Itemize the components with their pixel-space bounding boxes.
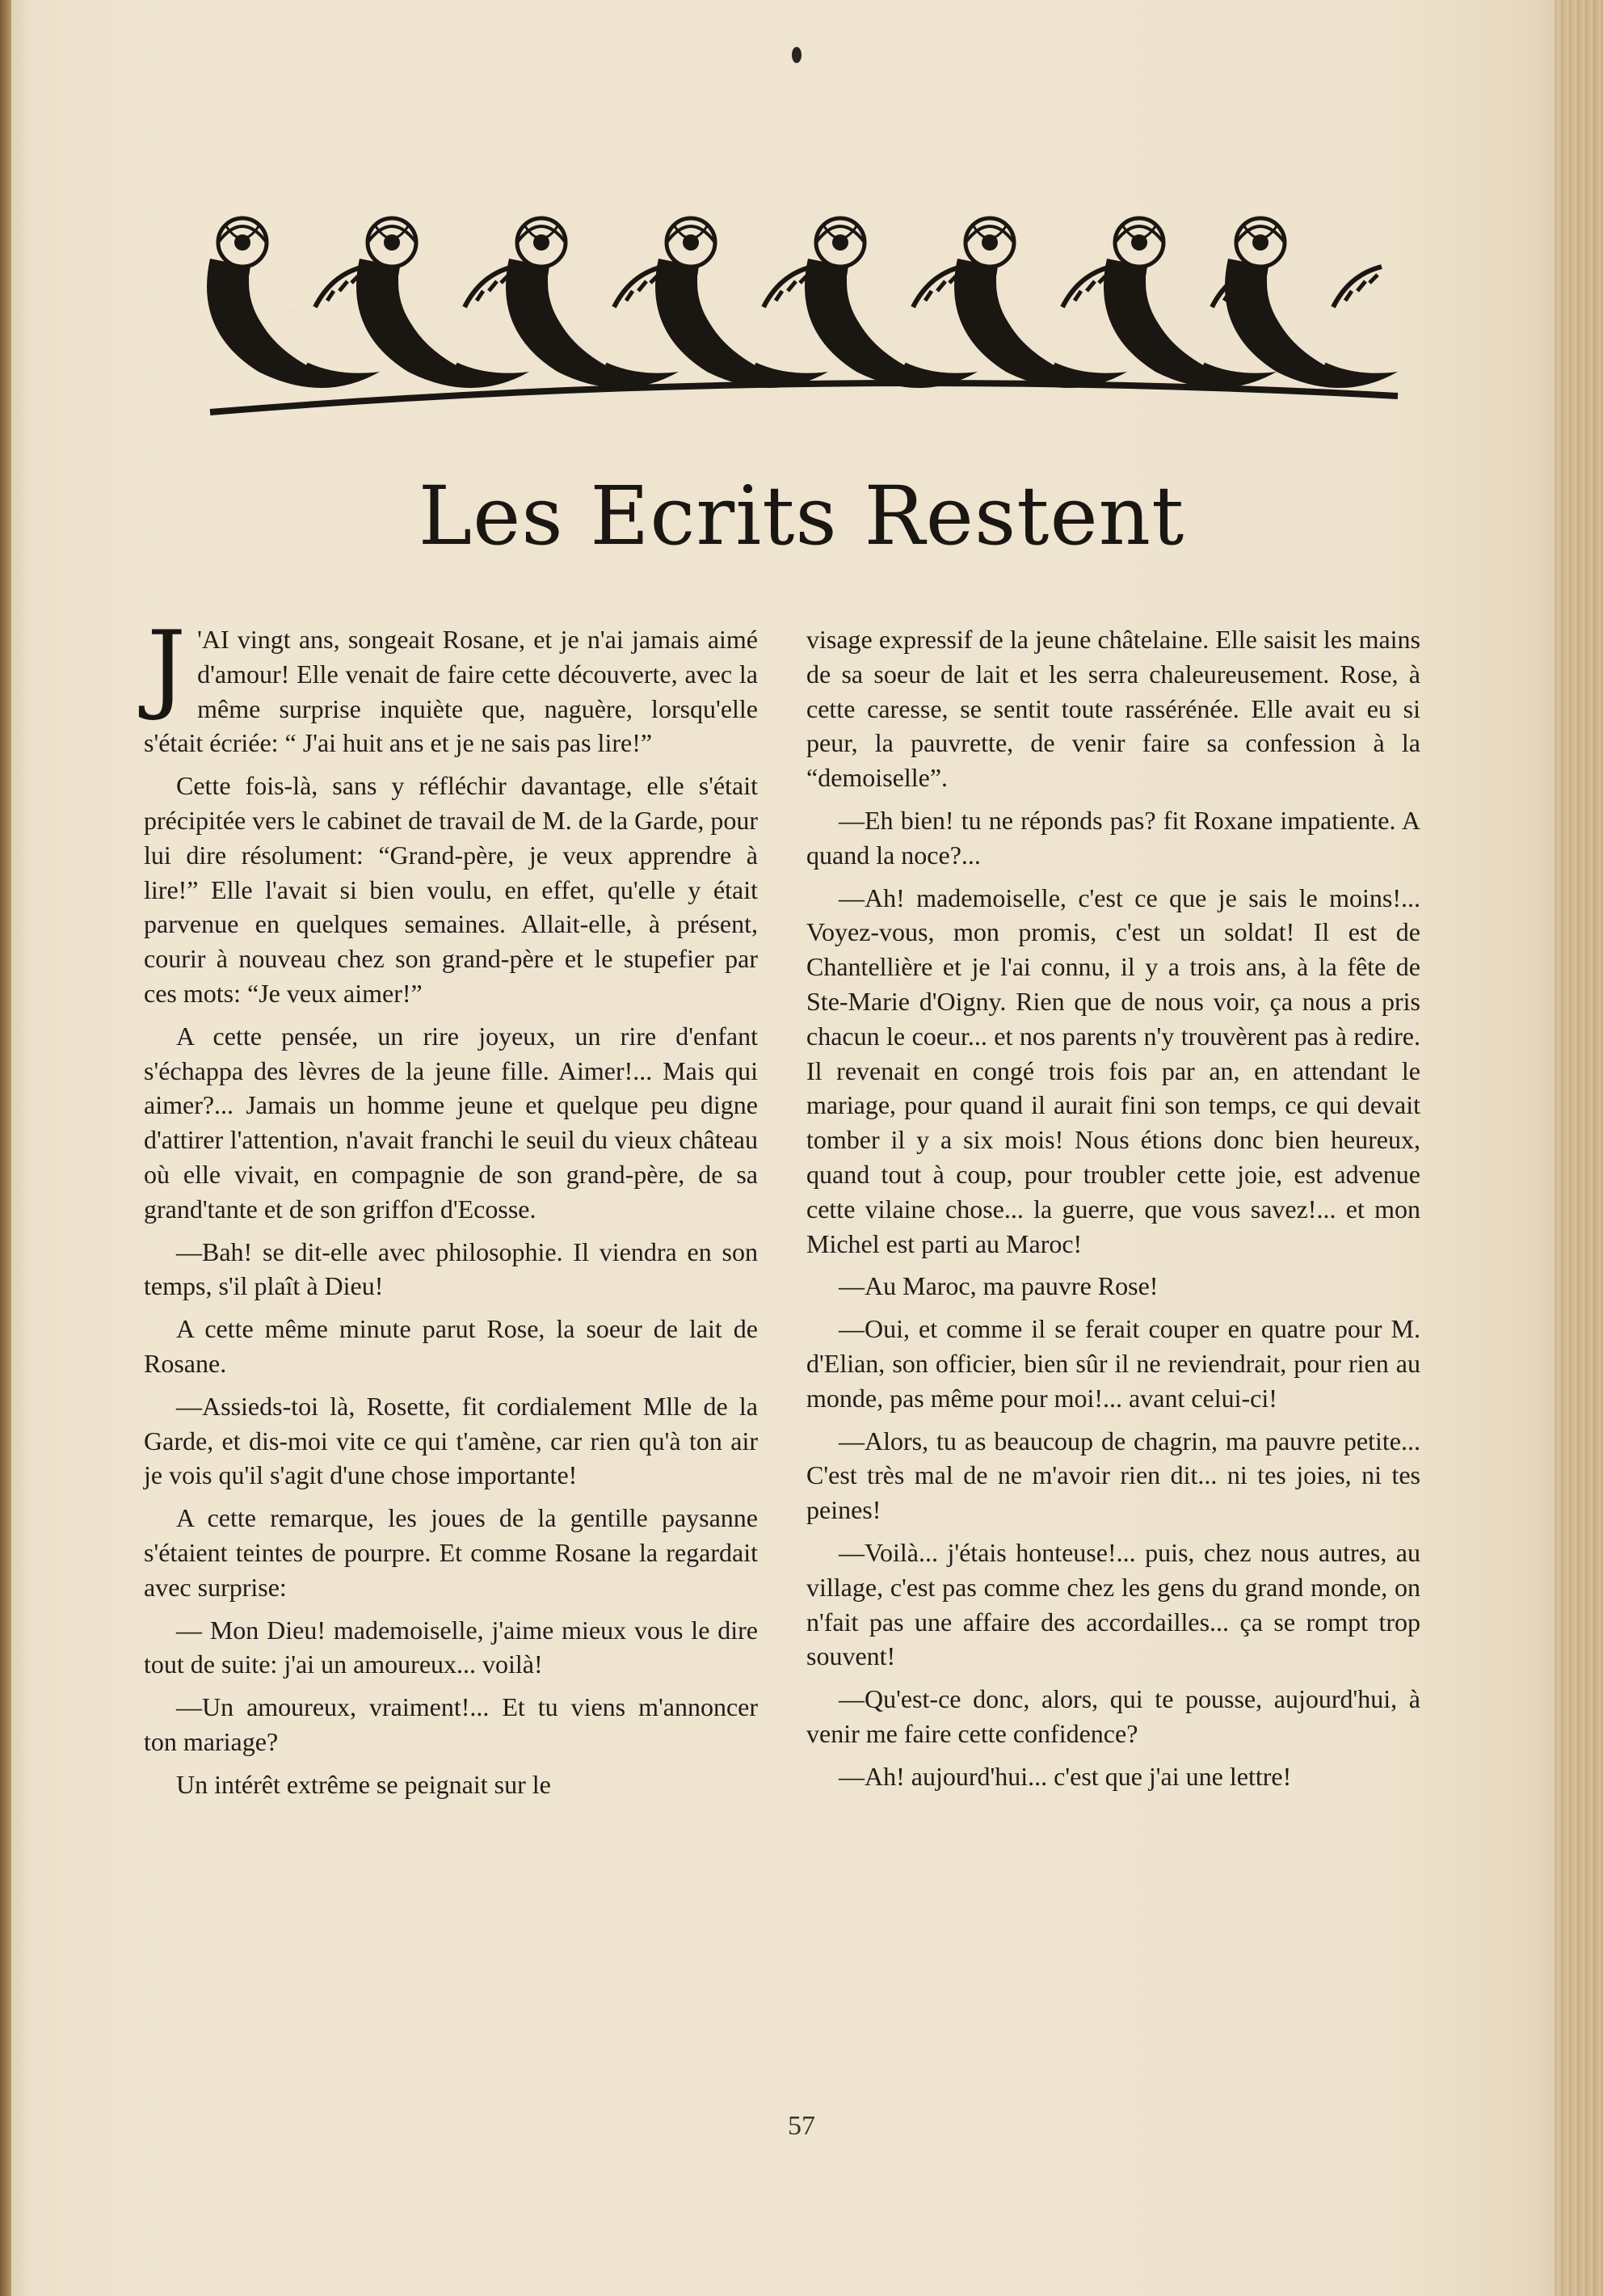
paragraph: —Eh bien! tu ne réponds pas? fit Roxane impatiente. A quand la noce?... <box>806 805 1420 870</box>
paragraph: A cette pensée, un rire joyeux, un rire d'enfant s'échappa des lèvres de la jeune fille. Aimer!... Mais qui aimer?... Jamais un homme jeune et quelque peu digne d'attirer l'attention, n'avait franchi le seuil du vieux château où elle vivait, en compagnie de son grand-père, de sa grand'tante et de son griffon d'Ecosse. <box>144 1021 758 1224</box>
page-binding-edge <box>0 0 11 2296</box>
right-column <box>806 622 1420 1802</box>
paragraph: —Ah! mademoiselle, c'est ce que je sais le moins!... Voyez-vous, mon promis, c'est un soldat! Il est de Chantellière et je l'ai connu, il y a trois ans, à la fête de Ste-Marie d'Oigny. Rien que de nous voir, ça nous a pris chacun le coeur... et nos parents n'y trouvèrent pas à redire. Il revenait en congé trois fois par an, en attendant le mariage, pour quand il aurait fini son temps, ce qui devait tomber il y a six mois! Nous étions donc bien heureux, quand tout à coup, pour troubler cette joie, est advenue cette vilaine chose... la guerre, que vous savez!... et mon Michel est parti au Maroc! <box>806 883 1420 1258</box>
paragraph: A cette remarque, les joues de la gentille paysanne s'étaient teintes de pourpre. Et comme Rosane la regardait avec surprise: <box>144 1503 758 1602</box>
article-title: Les Ecrits Restent <box>418 469 1185 563</box>
paragraph: —Qu'est-ce donc, alors, qui te pousse, aujourd'hui, à venir me faire cette confidence? <box>806 1684 1420 1748</box>
paragraph: —Ah! aujourd'hui... c'est que j'ai une lettre! <box>839 1761 1292 1791</box>
paragraph: —Alors, tu as beaucoup de chagrin, ma pauvre petite... C'est très mal de ne m'avoir rien dit... ni tes joies, ni tes peines! <box>806 1426 1420 1525</box>
page-number: 57 <box>788 2111 815 2141</box>
paragraph <box>144 611 758 760</box>
ink-spot <box>792 47 802 63</box>
left-column <box>144 611 758 1810</box>
paragraph: Cette fois-là, sans y réfléchir davantage, elle s'était précipitée vers le cabinet de travail de M. de la Garde, pour lui dire résolument: “Grand-père, je veux apprendre à lire!” Elle l'avait si bien voulu, en effet, qu'elle y était parvenue en quelques semaines. Allait-elle, à présent, courir à nouveau chez son grand-père et le stupefier par ces mots: “Je veux aimer!” <box>144 771 758 1008</box>
paragraph-text: 'AI vingt ans, songeait Rosane, et je n'ai jamais aimé d'amour! Elle venait de faire cette découverte, avec la même surprise inquiète que, naguère, lorsqu'elle s'était écriée: “ J'ai huit ans et je ne sais pas lire!” <box>144 625 758 758</box>
paragraph: Un intérêt extrême se peignait sur le <box>176 1769 551 1799</box>
paragraph: visage expressif de la jeune châtelaine. Elle saisit les mains de sa soeur de lait et les serra chaleureusement. Rose, à cette caresse, se sentit toute rassérénée. Elle avait eu si peur, la pauvrette, de venir faire sa confession à la “demoiselle”. <box>806 625 1420 793</box>
drop-cap: J <box>147 611 187 723</box>
paragraph: —Bah! se dit-elle avec philosophie. Il viendra en son temps, s'il plaît à Dieu! <box>144 1236 758 1301</box>
floral-vine-ornament-icon <box>194 194 1414 436</box>
paragraph: —Oui, et comme il se ferait couper en quatre pour M. d'Elian, son officier, bien sûr il ne reviendrait, pour rien au monde, pas même pour moi!... avant celui-ci! <box>806 1314 1420 1413</box>
paragraph: — Mon Dieu! mademoiselle, j'aime mieux vous le dire tout de suite: j'ai un amoureux... voilà! <box>144 1615 758 1679</box>
paragraph: —Assieds-toi là, Rosette, fit cordialement Mlle de la Garde, et dis-moi vite ce qui t'amène, car rien qu'à ton air je vois qu'il s'agit d'une chose importante! <box>144 1391 758 1490</box>
page-fore-edge <box>1555 0 1603 2296</box>
paragraph: —Au Maroc, ma pauvre Rose! <box>839 1271 1159 1301</box>
paragraph: —Un amoureux, vraiment!... Et tu viens m'annoncer ton mariage? <box>144 1692 758 1756</box>
paragraph: —Voilà... j'étais honteuse!... puis, chez nous autres, au village, c'est pas comme chez les gens du grand monde, on n'fait pas une affaire des accordailles... ça se rompt trop souvent! <box>806 1537 1420 1671</box>
paragraph: A cette même minute parut Rose, la soeur de lait de Rosane. <box>144 1314 758 1378</box>
